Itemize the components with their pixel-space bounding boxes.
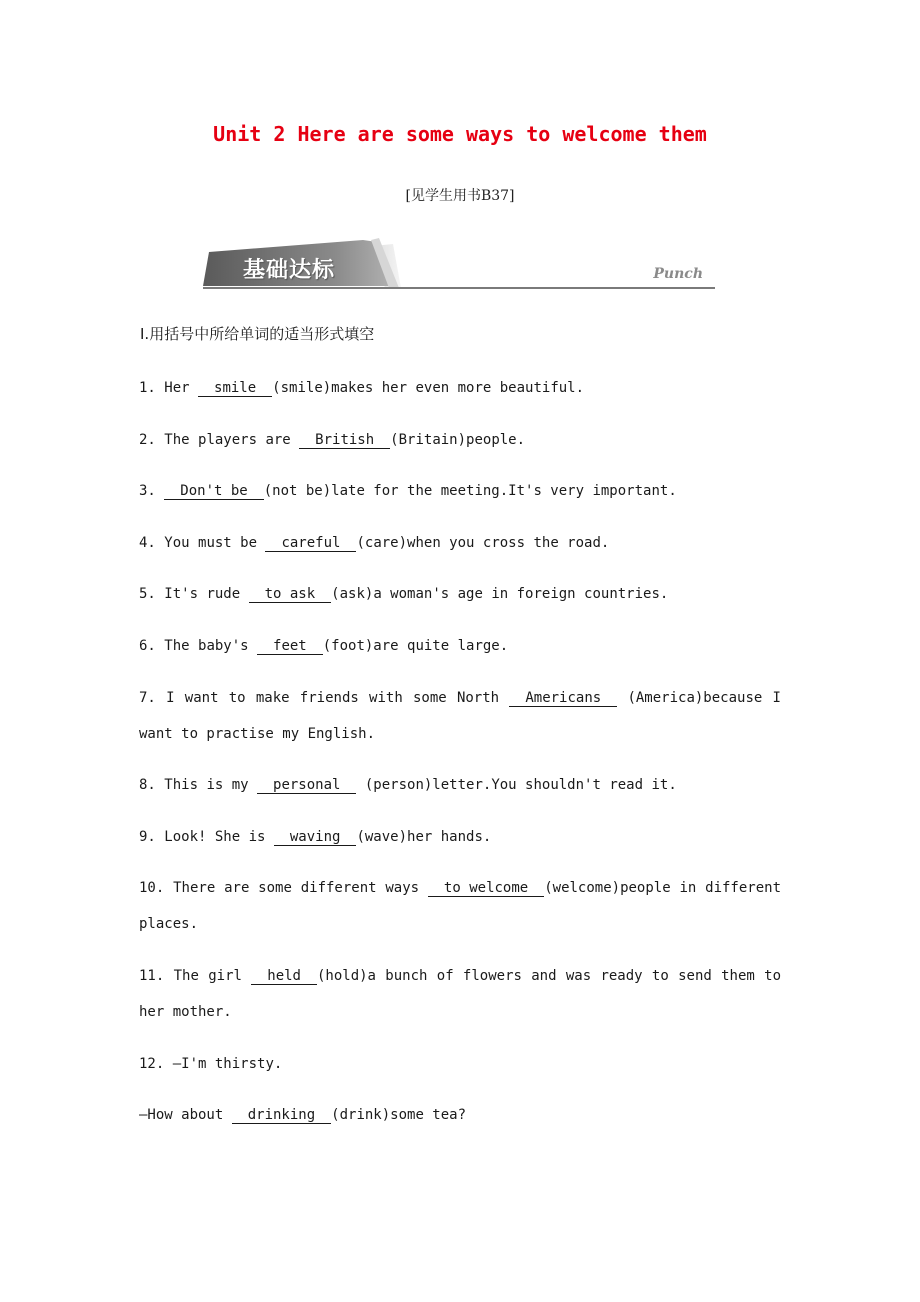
answer-text: held bbox=[267, 967, 301, 984]
question-text-after: (drink)some tea? bbox=[331, 1107, 467, 1124]
question-text-before: —I'm thirsty. bbox=[172, 1055, 283, 1072]
question-text-after: (not be)late for the meeting.It's very important. bbox=[263, 483, 677, 500]
answer-text: careful bbox=[281, 534, 341, 551]
answer-text: British bbox=[315, 431, 375, 448]
answer-blank bbox=[251, 968, 317, 985]
question-text-before: There are some different ways bbox=[173, 880, 428, 897]
question-text-before: The players are bbox=[164, 431, 300, 448]
answer-text: drinking bbox=[247, 1107, 316, 1124]
question-12 bbox=[139, 1046, 781, 1082]
question-5 bbox=[139, 576, 781, 612]
question-text-after: (care)when you cross the road. bbox=[356, 534, 610, 551]
question-text-after: (hold)a bunch of flowers and was ready to send them to her mother. bbox=[139, 967, 782, 1020]
answer-text: personal bbox=[273, 777, 341, 794]
question-text-after: (ask)a woman's age in foreign countries. bbox=[331, 586, 669, 603]
banner-label: 基础达标 bbox=[243, 258, 336, 283]
question-text-before: You must be bbox=[164, 534, 266, 551]
question-number: 7. bbox=[139, 689, 156, 706]
question-number: 10. bbox=[139, 880, 165, 897]
question-number: 1. bbox=[139, 380, 156, 396]
answer-blank bbox=[164, 483, 263, 500]
question-number: 12. bbox=[139, 1055, 165, 1072]
question-11 bbox=[139, 958, 781, 1030]
answer-text: Americans bbox=[525, 689, 602, 706]
answer-blank bbox=[428, 880, 544, 897]
banner-punch-tag: Punch bbox=[653, 266, 703, 282]
question-number: 6. bbox=[139, 637, 156, 654]
answer-text: to ask bbox=[264, 586, 316, 603]
question-number: 2. bbox=[139, 431, 156, 448]
answer-blank bbox=[509, 690, 617, 707]
answer-blank bbox=[299, 432, 390, 449]
answer-blank bbox=[274, 829, 357, 846]
question-4 bbox=[139, 525, 781, 561]
question-6 bbox=[139, 628, 781, 664]
question-text-after: (wave)her hands. bbox=[356, 828, 492, 845]
answer-blank bbox=[265, 535, 356, 552]
question-list bbox=[139, 370, 781, 1149]
question-number: 11. bbox=[139, 967, 165, 984]
question-3 bbox=[139, 473, 781, 509]
question-text-after: (Britain)people. bbox=[390, 431, 526, 448]
question-number: 8. bbox=[139, 777, 156, 794]
question-10 bbox=[139, 870, 781, 942]
question-number: 3. bbox=[139, 483, 156, 500]
question-7 bbox=[139, 680, 781, 752]
section-banner bbox=[203, 236, 715, 292]
question-text-after: (America)because I want to practise my English. bbox=[139, 689, 781, 742]
answer-text: feet bbox=[273, 637, 307, 654]
answer-blank bbox=[232, 1107, 331, 1124]
question-text-before: This is my bbox=[164, 777, 258, 794]
answer-blank bbox=[257, 638, 323, 655]
question-number: 4. bbox=[139, 534, 156, 551]
question-text-before: The girl bbox=[173, 967, 252, 984]
question-text-after: (person)letter.You shouldn't read it. bbox=[356, 777, 677, 794]
answer-blank bbox=[257, 777, 356, 794]
question-text-after: (foot)are quite large. bbox=[322, 637, 509, 654]
answer-blank bbox=[198, 380, 272, 397]
question-2 bbox=[139, 422, 781, 458]
question-12-reply bbox=[139, 1097, 781, 1133]
question-8 bbox=[139, 767, 781, 803]
question-text-before: The baby's bbox=[164, 637, 258, 654]
page-title: Unit 2 Here are some ways to welcome them bbox=[213, 122, 707, 146]
question-text-after: (welcome)people in different places. bbox=[139, 880, 781, 933]
question-text-before: I want to make friends with some North bbox=[166, 689, 510, 706]
question-text-before: Look! She is bbox=[164, 828, 274, 845]
answer-text: waving bbox=[289, 828, 341, 845]
question-number: 5. bbox=[139, 586, 156, 603]
answer-blank bbox=[249, 586, 332, 603]
question-1 bbox=[139, 370, 781, 406]
answer-text: smile bbox=[214, 380, 257, 396]
question-9 bbox=[139, 819, 781, 855]
question-text-before: Her bbox=[164, 380, 199, 396]
question-text-before: —How about bbox=[139, 1107, 232, 1124]
question-text-before: It's rude bbox=[164, 586, 249, 603]
question-number: 9. bbox=[139, 828, 156, 845]
question-text-after: (smile)makes her even more beautiful. bbox=[272, 380, 585, 396]
section-heading: Ⅰ.用括号中所给单词的适当形式填空 bbox=[140, 325, 375, 343]
answer-text: Don't be bbox=[180, 483, 248, 500]
book-reference: [见学生用书B37] bbox=[405, 188, 515, 204]
answer-text: to welcome bbox=[443, 880, 529, 897]
